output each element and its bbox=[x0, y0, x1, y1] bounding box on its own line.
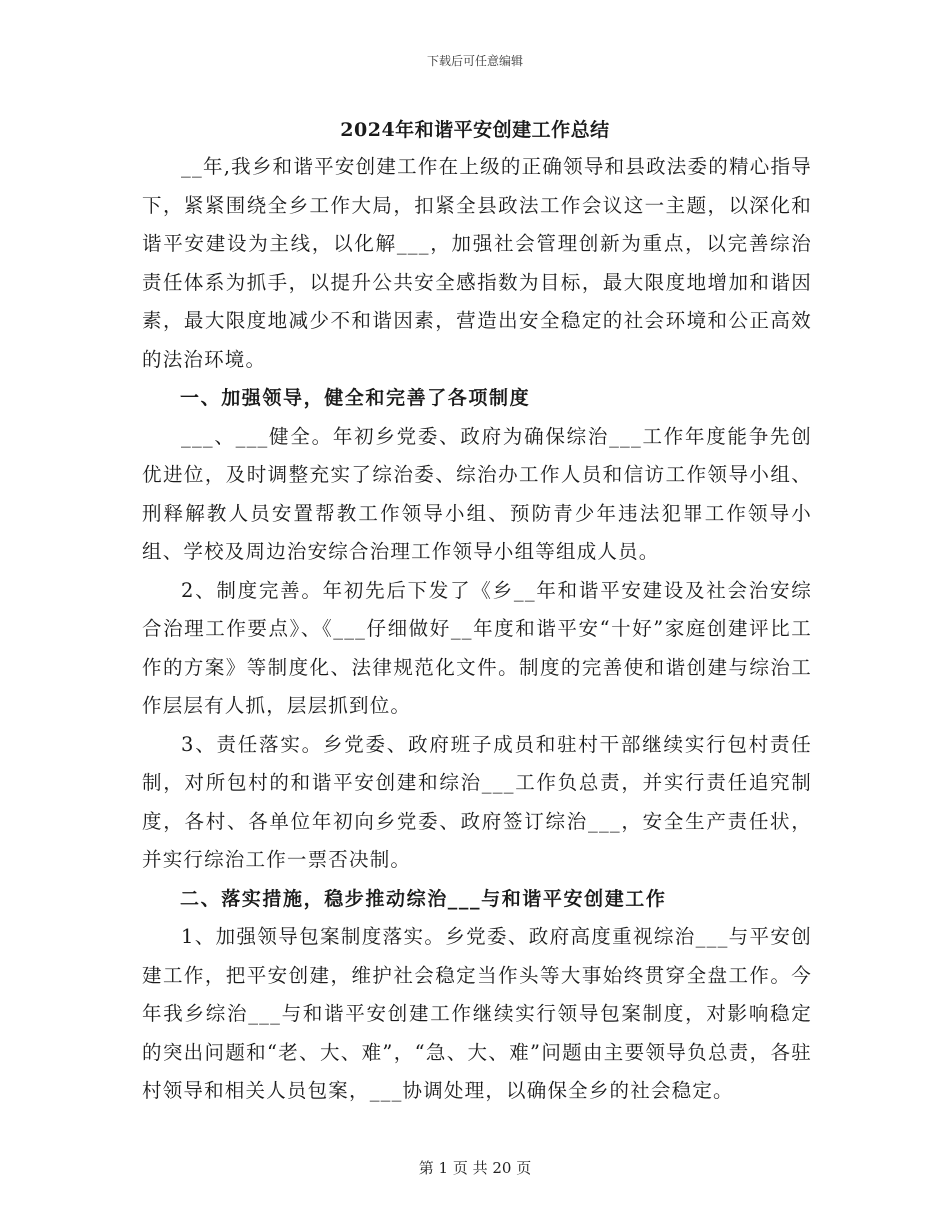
paragraph-intro: __年,我乡和谐平安创建工作在上级的正确领导和县政法委的精心指导下，紧紧围绕全乡工作大局，扣紧全县政法工作会议这一主题，以深化和谐平安建设为主线，以化解___，加强社会管理创新为重点，以完善综治责任体系为抓手，以提升公共安全感指数为目标，最大限度地增加和谐因素，最大限度地减少不和谐因素，营造出安全稳定的社会环境和公正高效的法治环境。 bbox=[142, 155, 812, 371]
paragraph-case-system: 1、加强领导包案制度落实。乡党委、政府高度重视综治___与平安创建工作，把平安创建，维护社会稳定当作头等大事始终贯穿全盘工作。今年我乡综治___与和谐平安创建工作继续实行领导包案制度，对影响稳定的突出问题和“老、大、难”，“急、大、难”问题由主要领导负总责，各驻村领导和相关人员包案，___协调处理，以确保全乡的社会稳定。 bbox=[142, 925, 812, 1102]
paragraph-responsibility: 3、责任落实。乡党委、政府班子成员和驻村干部继续实行包村责任制，对所包村的和谐平安创建和综治___工作负总责，并实行责任追究制度，各村、各单位年初向乡党委、政府签订综治___，安全生产责任状，并实行综治工作一票否决制。 bbox=[142, 732, 812, 871]
header-note: 下载后可任意编辑 bbox=[426, 54, 523, 68]
document-title: 2024年和谐平安创建工作总结 bbox=[340, 119, 610, 141]
section-heading-1: 一、加强领导，健全和完善了各项制度 bbox=[180, 387, 531, 409]
page-footer: 第 1 页 共 20 页 bbox=[418, 1159, 532, 1177]
paragraph-leadership: ___、___健全。年初乡党委、政府为确保综治___工作年度能争先创优进位，及时调整充实了综治委、综治办工作人员和信访工作领导小组、刑释解教人员安置帮教工作领导小组、预防青少年违法犯罪工作领导小组、学校及周边治安综合治理工作领导小组等组成人员。 bbox=[142, 424, 812, 563]
paragraph-system: 2、制度完善。年初先后下发了《乡__年和谐平安建设及社会治安综合治理工作要点》、《___仔细做好__年度和谐平安“十好”家庭创建评比工作的方案》等制度化、法律规范化文件。制度的完善使和谐创建与综治工作层层有人抓，层层抓到位。 bbox=[142, 578, 812, 717]
document-body bbox=[142, 148, 812, 1111]
section-heading-2: 二、落实措施，稳步推动综治___与和谐平安创建工作 bbox=[180, 887, 667, 910]
